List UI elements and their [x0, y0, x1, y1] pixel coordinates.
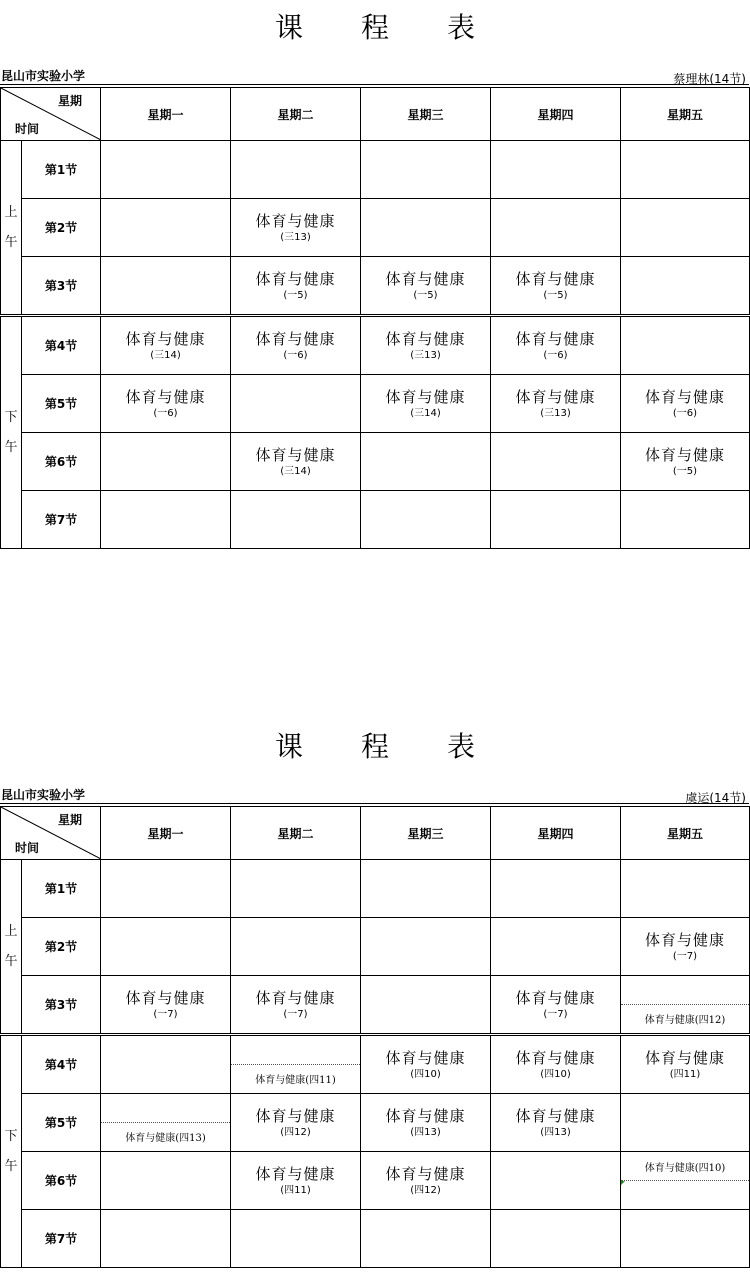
lesson-cell[interactable]: [231, 257, 361, 316]
lesson-class: (三13): [280, 231, 311, 243]
lesson-cell[interactable]: [491, 1094, 621, 1152]
lesson-class: (四12): [280, 1126, 311, 1138]
lesson-cell[interactable]: [231, 491, 361, 549]
corner-time-label: 时间: [15, 122, 40, 136]
day-header: 星期三: [361, 88, 491, 141]
lesson-cell[interactable]: [361, 199, 491, 257]
lesson-cell[interactable]: [361, 141, 491, 199]
lesson-cell[interactable]: [361, 375, 491, 433]
lesson-cell[interactable]: [101, 433, 231, 491]
dotted-divider: [101, 1122, 230, 1123]
lesson-class: (三13): [410, 349, 441, 361]
header-row: [1, 88, 750, 141]
period-row: [1, 1152, 750, 1210]
lesson-cell[interactable]: [491, 141, 621, 199]
lesson-cell[interactable]: [231, 199, 361, 257]
period-label: 第5节: [22, 375, 101, 433]
lesson-class: (四13): [410, 1126, 441, 1138]
lesson-class: (一6): [153, 407, 178, 419]
lesson-class: (一7): [153, 1008, 178, 1020]
lesson-class: (一7): [543, 1008, 568, 1020]
period-row: [1, 257, 750, 316]
lesson-class: (一7): [672, 950, 698, 962]
lesson-cell[interactable]: [231, 860, 361, 918]
lesson-class: (一6): [543, 349, 568, 361]
lesson-cell[interactable]: [491, 199, 621, 257]
corner-cell: [1, 807, 101, 860]
page-title: 课程表: [274, 11, 533, 44]
day-header: 星期五: [621, 807, 750, 860]
lesson-subject: 体育与健康: [255, 329, 336, 348]
lesson-class: (四10): [540, 1068, 571, 1080]
period-row: [1, 491, 750, 549]
period-label: 第2节: [22, 918, 101, 976]
period-row: [1, 976, 750, 1035]
dotted-divider: [621, 1180, 749, 1181]
lesson-class: (一6): [283, 349, 308, 361]
lesson-subject: 体育与健康: [515, 1106, 596, 1125]
lesson-subject: 体育与健康: [255, 445, 336, 464]
lesson-subject: 体育与健康: [644, 387, 725, 406]
lesson-note: 体育与健康(四12): [644, 1015, 726, 1026]
lesson-cell[interactable]: [621, 199, 750, 257]
lesson-cell[interactable]: [621, 257, 750, 316]
lesson-class: (四11): [280, 1184, 311, 1196]
lesson-class: (一5): [413, 289, 438, 301]
lesson-class: (四10): [410, 1068, 441, 1080]
session-afternoon: 下 午: [1, 316, 22, 549]
lesson-cell[interactable]: [361, 257, 491, 316]
day-header: 星期二: [231, 88, 361, 141]
lesson-subject: 体育与健康: [385, 1106, 466, 1125]
period-label: 第4节: [22, 1035, 101, 1094]
timetable: [0, 87, 750, 549]
lesson-cell[interactable]: [491, 918, 621, 976]
lesson-cell[interactable]: [231, 375, 361, 433]
lesson-subject: 体育与健康: [515, 1048, 596, 1067]
lesson-subject: 体育与健康: [125, 329, 206, 348]
lesson-cell[interactable]: [101, 976, 231, 1035]
lesson-class: (一5): [672, 465, 698, 477]
lesson-note: 体育与健康(四11): [255, 1075, 336, 1086]
lesson-cell[interactable]: [361, 1152, 491, 1210]
lesson-subject: 体育与健康: [644, 1048, 725, 1067]
period-row: [1, 141, 750, 199]
period-row: [1, 860, 750, 918]
lesson-cell[interactable]: [621, 491, 750, 549]
lesson-class: (四11): [669, 1068, 701, 1080]
lesson-cell[interactable]: [231, 976, 361, 1035]
dotted-divider: [231, 1064, 360, 1065]
corner-cell: [1, 88, 101, 141]
lesson-cell[interactable]: [621, 1035, 750, 1094]
lesson-cell[interactable]: [621, 375, 750, 433]
lesson-subject: 体育与健康: [385, 269, 466, 288]
lesson-class: (三14): [150, 349, 181, 361]
lesson-cell[interactable]: [361, 1210, 491, 1268]
session-morning: 上 午: [1, 860, 22, 1035]
lesson-cell[interactable]: [361, 316, 491, 375]
lesson-class: (一5): [543, 289, 568, 301]
corner-weekday-label: 星期: [57, 813, 82, 827]
lesson-cell[interactable]: [491, 860, 621, 918]
lesson-class: (一6): [672, 407, 698, 419]
day-header: 星期一: [101, 88, 231, 141]
timetable: [0, 806, 750, 1268]
school-name: 昆山市实验小学: [1, 69, 86, 83]
lesson-cell[interactable]: [621, 433, 750, 491]
lesson-subject: 体育与健康: [515, 269, 596, 288]
lesson-cell[interactable]: [361, 491, 491, 549]
lesson-class: (三14): [280, 465, 311, 477]
lesson-cell[interactable]: [101, 199, 231, 257]
lesson-cell[interactable]: [231, 1035, 361, 1094]
lesson-cell[interactable]: [361, 433, 491, 491]
lesson-cell[interactable]: [491, 1035, 621, 1094]
teacher-name: 虞运(14节): [685, 791, 746, 805]
header-row: [1, 807, 750, 860]
period-label: 第3节: [22, 257, 101, 316]
session-morning: 上 午: [1, 141, 22, 316]
dotted-divider: [621, 1004, 749, 1005]
lesson-cell[interactable]: [361, 918, 491, 976]
lesson-cell[interactable]: [491, 316, 621, 375]
lesson-cell[interactable]: [101, 375, 231, 433]
lesson-subject: 体育与健康: [255, 211, 336, 230]
lesson-cell[interactable]: [621, 141, 750, 199]
day-header: 星期四: [491, 88, 621, 141]
lesson-cell[interactable]: [101, 1035, 231, 1094]
period-label: 第7节: [22, 491, 101, 549]
lesson-subject: 体育与健康: [385, 1048, 466, 1067]
period-label: 第5节: [22, 1094, 101, 1152]
lesson-subject: 体育与健康: [385, 387, 466, 406]
period-row: [1, 433, 750, 491]
day-header: 星期五: [621, 88, 750, 141]
lesson-cell[interactable]: [361, 976, 491, 1035]
lesson-class: (四12): [410, 1184, 441, 1196]
period-row: [1, 918, 750, 976]
lesson-cell[interactable]: [101, 1210, 231, 1268]
school-name: 昆山市实验小学: [1, 788, 86, 802]
lesson-cell[interactable]: [101, 316, 231, 375]
cell-marker: [621, 1181, 625, 1185]
day-header: 星期三: [361, 807, 491, 860]
lesson-subject: 体育与健康: [515, 988, 596, 1007]
lesson-subject: 体育与健康: [125, 387, 206, 406]
period-row: [1, 1210, 750, 1268]
lesson-cell[interactable]: [621, 918, 750, 976]
period-label: 第4节: [22, 316, 101, 375]
lesson-cell[interactable]: [231, 433, 361, 491]
period-row: [1, 316, 750, 375]
period-label: 第6节: [22, 1152, 101, 1210]
corner-time-label: 时间: [15, 841, 40, 855]
lesson-subject: 体育与健康: [515, 387, 596, 406]
lesson-class: (三14): [410, 407, 441, 419]
lesson-subject: 体育与健康: [385, 1164, 466, 1183]
lesson-cell[interactable]: [101, 860, 231, 918]
lesson-cell[interactable]: [101, 141, 231, 199]
lesson-cell[interactable]: [101, 1152, 231, 1210]
lesson-cell[interactable]: [231, 1152, 361, 1210]
lesson-subject: 体育与健康: [644, 445, 725, 464]
period-label: 第1节: [22, 860, 101, 918]
period-label: 第1节: [22, 141, 101, 199]
lesson-cell[interactable]: [361, 860, 491, 918]
day-header: 星期二: [231, 807, 361, 860]
lesson-class: (三13): [540, 407, 571, 419]
corner-weekday-label: 星期: [57, 94, 82, 108]
lesson-cell[interactable]: [621, 860, 750, 918]
period-row: [1, 1035, 750, 1094]
lesson-subject: 体育与健康: [385, 329, 466, 348]
lesson-cell[interactable]: [491, 1152, 621, 1210]
lesson-cell[interactable]: [491, 257, 621, 316]
lesson-cell[interactable]: [231, 1094, 361, 1152]
lesson-cell[interactable]: [361, 1094, 491, 1152]
lesson-subject: 体育与健康: [255, 988, 336, 1007]
lesson-class: (四13): [540, 1126, 571, 1138]
lesson-cell[interactable]: [621, 1152, 750, 1210]
lesson-cell[interactable]: [361, 1035, 491, 1094]
lesson-cell[interactable]: [231, 1210, 361, 1268]
lesson-cell[interactable]: [231, 918, 361, 976]
lesson-cell[interactable]: [491, 491, 621, 549]
lesson-cell[interactable]: [491, 433, 621, 491]
period-label: 第6节: [22, 433, 101, 491]
lesson-class: (一7): [283, 1008, 308, 1020]
lesson-cell[interactable]: [101, 257, 231, 316]
lesson-subject: 体育与健康: [255, 1106, 336, 1125]
lesson-subject: 体育与健康: [644, 930, 725, 949]
session-afternoon: 下 午: [1, 1035, 22, 1268]
lesson-cell[interactable]: [491, 1210, 621, 1268]
lesson-subject: 体育与健康: [255, 269, 336, 288]
day-header: 星期一: [101, 807, 231, 860]
day-header: 星期四: [491, 807, 621, 860]
lesson-note: 体育与健康(四10): [644, 1163, 726, 1174]
lesson-cell[interactable]: [101, 1094, 231, 1152]
lesson-cell[interactable]: [101, 918, 231, 976]
lesson-cell[interactable]: [231, 141, 361, 199]
period-row: [1, 1094, 750, 1152]
lesson-cell[interactable]: [621, 1094, 750, 1152]
lesson-cell[interactable]: [621, 1210, 750, 1268]
lesson-note: 体育与健康(四13): [125, 1133, 206, 1144]
page-title: 课程表: [274, 730, 533, 763]
period-label: 第3节: [22, 976, 101, 1035]
lesson-cell[interactable]: [491, 976, 621, 1035]
lesson-cell[interactable]: [621, 976, 750, 1035]
lesson-class: (一5): [283, 289, 308, 301]
teacher-name: 蔡理林(14节): [673, 72, 746, 86]
lesson-subject: 体育与健康: [125, 988, 206, 1007]
lesson-cell[interactable]: [231, 316, 361, 375]
lesson-cell[interactable]: [621, 316, 750, 375]
lesson-subject: 体育与健康: [515, 329, 596, 348]
lesson-subject: 体育与健康: [255, 1164, 336, 1183]
period-row: [1, 375, 750, 433]
lesson-cell[interactable]: [491, 375, 621, 433]
period-label: 第2节: [22, 199, 101, 257]
period-row: [1, 199, 750, 257]
period-label: 第7节: [22, 1210, 101, 1268]
lesson-cell[interactable]: [101, 491, 231, 549]
